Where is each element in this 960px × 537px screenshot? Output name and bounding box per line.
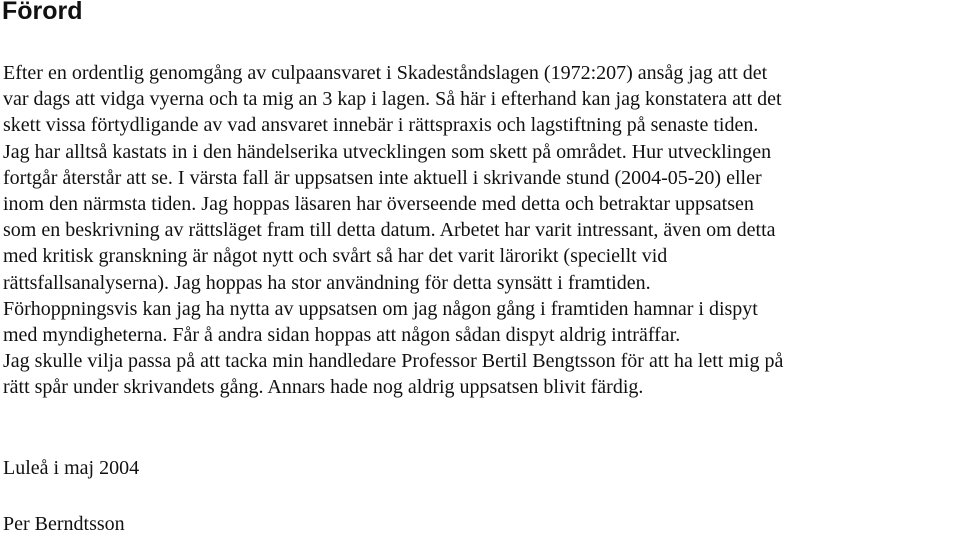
paragraph-line: skett vissa förtydligande av vad ansvaret innebär i rättspraxis och lagstiftning på senaste tiden. bbox=[3, 114, 759, 137]
paragraph-line: Jag har alltså kastats in i den händelserika utvecklingen som skett på området. Hur utvecklingen bbox=[3, 140, 772, 163]
paragraph-line: Efter en ordentlig genomgång av culpaansvaret i Skadeståndslagen (1972:207) ansåg jag att det bbox=[3, 62, 768, 84]
paragraph-line: med myndigheterna. Får å andra sidan hoppas att någon sådan dispyt aldrig inträffar. bbox=[3, 324, 681, 347]
foreword-paragraph bbox=[3, 60, 958, 401]
paragraph-line: rättsfallsanalyserna). Jag hoppas ha stor användning för detta synsätt i framtiden. bbox=[3, 271, 651, 294]
paragraph-line: var dags att vidga vyerna och ta mig an 3 kap i lagen. Så här i efterhand kan jag konstatera att det bbox=[3, 88, 782, 111]
place-and-date: Luleå i maj 2004 bbox=[3, 457, 140, 479]
paragraph-line: inom den närmsta tiden. Jag hoppas läsaren har överseende med detta och betraktar uppsatsen bbox=[3, 193, 754, 216]
author-signature: Per Berndtsson bbox=[3, 513, 125, 535]
paragraph-line: Jag skulle vilja passa på att tacka min handledare Professor Bertil Bengtsson för att ha lett mig på bbox=[3, 350, 784, 373]
page-title: Förord bbox=[2, 0, 83, 25]
paragraph-line: med kritisk granskning är något nytt och svårt så har det varit lärorikt (speciellt vid bbox=[3, 245, 668, 268]
paragraph-line: rätt spår under skrivandets gång. Annars hade nog aldrig uppsatsen blivit färdig. bbox=[3, 376, 644, 399]
paragraph-line: som en beskrivning av rättsläget fram till detta datum. Arbetet har varit intressant, även om detta bbox=[3, 219, 776, 242]
paragraph-line: fortgår återstår att se. I värsta fall är uppsatsen inte aktuell i skrivande stund (2004-05-20) eller bbox=[3, 166, 762, 189]
paragraph-line: Förhoppningsvis kan jag ha nytta av uppsatsen om jag någon gång i framtiden hamnar i dispyt bbox=[3, 297, 758, 320]
